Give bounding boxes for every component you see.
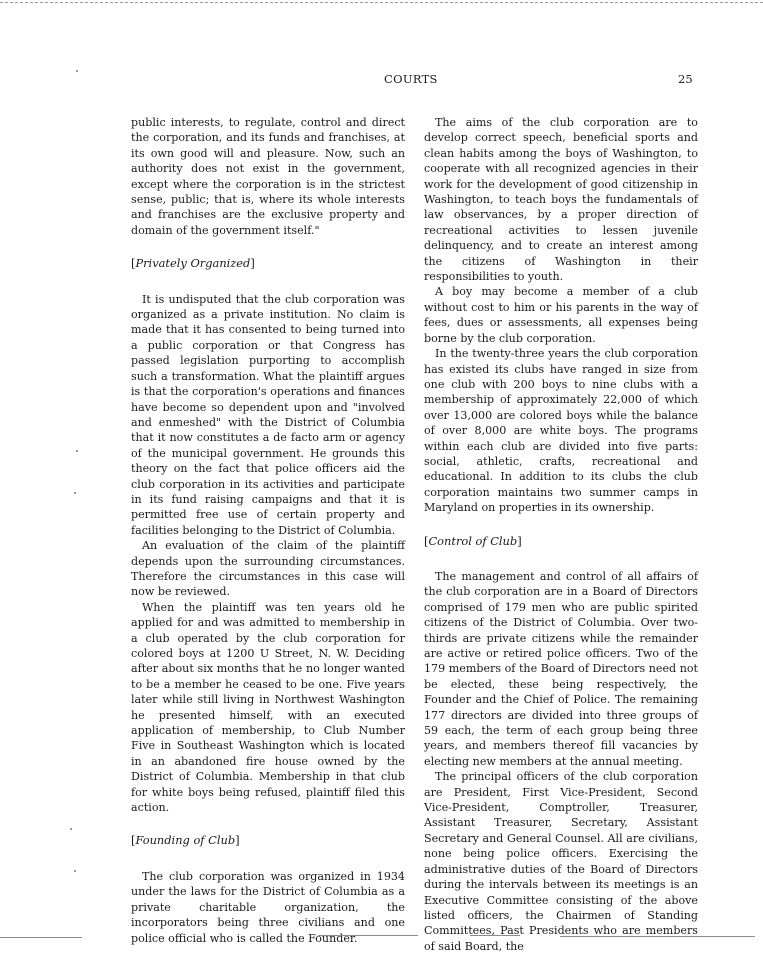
scan-speck: [76, 450, 78, 452]
paragraph: It is undisputed that the club corporation was organized as a private institution. No claim is made that it has consented to being turned into a public corporation or that Congress has passed legislation purporting to accomplish such a transformation. What the plaintiff argues is that the corporation's operations and finances have become so dependent upon and "involved and enmeshed" with the District of Columbia that it now constitutes a de facto arm or agency of the municipal government. He grounds this theory on the fact that police officers aid the club corporation in its activities and participate in its fund raising campaigns and that it is permitted free use of certain property and facilities belonging to the District of Columbia.: [131, 292, 405, 537]
scan-speck: [74, 492, 76, 494]
paragraph: The aims of the club corporation are to develop correct speech, beneficial sports and clean habits among the boys of Washington, to cooperate with all recognized agencies in their work for the development of good citizenship in Washington, to teach boys the fundamentals of law observances, by a proper direction of recreational activities to lessen juvenile delinquency, and to create an interest among the citizens of Washington in their responsibilities to youth.: [424, 116, 698, 284]
right-column: [424, 115, 698, 954]
paragraph: A boy may become a member of a club without cost to him or his parents in the way of fees, dues or assessments, all expenses being borne by the club corporation.: [424, 285, 698, 345]
scan-edge-line: [470, 935, 520, 936]
top-dashed-border: [0, 2, 763, 3]
paragraph: The club corporation was organized in 1934 under the laws for the District of Columbia as a private charitable organization, the incorporators being three civilians and one police official who is called the Founder.: [131, 869, 405, 945]
scan-speck: [74, 870, 76, 872]
page-number: 25: [678, 72, 693, 86]
paragraph: The principal officers of the club corporation are President, First Vice-President, Second Vice-President, Comptroller, Treasurer, Assistant Treasurer, Secretary, Assistant Secretary and General Counsel. All are civilians, none being police officers. Exercising the administrative duties of the Board of Directors during the intervals between its meetings is an Executive Committee consisting of the above listed officers, the Chairmen of Standing Committees, Past Presidents who are members of said Board, the: [424, 770, 698, 953]
scan-edge-line: [318, 935, 418, 936]
paragraph: An evaluation of the claim of the plaintiff depends upon the surrounding circumstances. Therefore the circumstances in this case will now be reviewed.: [131, 539, 405, 599]
running-head: COURTS: [384, 72, 438, 86]
section-subhead-founding-of-club: [Founding of Club]: [131, 833, 240, 848]
paragraph: The management and control of all affairs of the club corporation are in a Board of Directors comprised of 179 men who are public spirited citizens of the District of Columbia. Over two-thirds are private citizens while the remainder are active or retired police officers. Two of the 179 members of the Board of Directors need not be elected, these being respectively, the Founder and the Chief of Police. The remaining 177 directors are divided into three groups of 59 each, the term of each group being three years, and members thereof fill vacancies by electing new members at the annual meeting.: [424, 569, 698, 768]
left-column: [131, 115, 405, 946]
scan-edge-line: [560, 936, 755, 937]
page-header: [0, 72, 763, 88]
section-subhead-control-of-club: [Control of Club]: [424, 533, 522, 548]
paragraph: public interests, to regulate, control and direct the corporation, and its funds and franchises, at its own good will and pleasure. Now, such an authority does not exist in the government, except where the corporation is in the strictest sense, public; that is, where its whole interests and franchises are the exclusive property and domain of the government itself.": [131, 116, 405, 237]
scan-speck: [70, 828, 72, 830]
section-subhead-privately-organized: [Privately Organized]: [131, 256, 255, 271]
paragraph: When the plaintiff was ten years old he applied for and was admitted to membership in a club operated by the club corporation for colored boys at 1200 U Street, N. W. Deciding after about six months that he no longer wanted to be a member he ceased to be one. Five years later while still living in Northwest Washington he presented himself, with an executed application of membership, to Club Number Five in Southeast Washington which is located in an abandoned fire house owned by the District of Columbia. Membership in that club for white boys being refused, plaintiff filed this action.: [131, 600, 405, 815]
paragraph: In the twenty-three years the club corporation has existed its clubs have ranged in size from one club with 200 boys to nine clubs with a membership of approximately 22,000 of which over 13,000 are colored boys while the balance of over 8,000 are white boys. The programs within each club are divided into five parts: social, athletic, crafts, recreational and educational. In addition to its clubs the club corporation maintains two summer camps in Maryland on properties in its ownership.: [424, 347, 698, 515]
scan-speck: [76, 70, 78, 72]
scan-edge-line: [0, 937, 82, 938]
